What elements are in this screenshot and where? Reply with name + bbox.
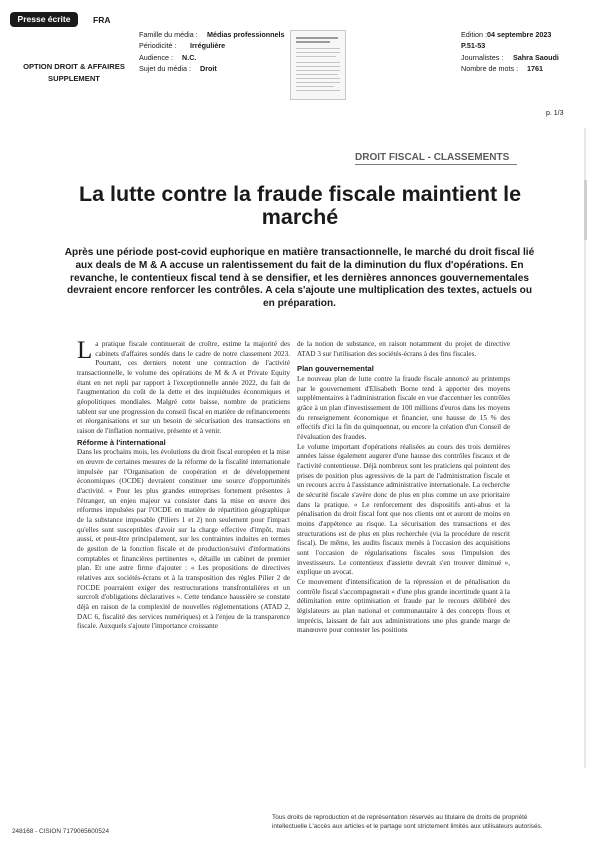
paragraph — [77, 337, 290, 437]
meta-value: P.51-53 — [461, 41, 486, 51]
meta-value: Droit — [200, 64, 217, 74]
article-column-left — [77, 337, 290, 632]
meta-row — [461, 40, 589, 51]
subheading: Plan gouvernemental — [297, 364, 374, 374]
publication-name: OPTION DROIT & AFFAIRES SUPPLEMENT — [23, 62, 125, 83]
meta-label: Nombre de mots : — [461, 64, 519, 74]
meta-row — [139, 63, 289, 74]
subheading: Réforme à l'international — [77, 437, 166, 447]
media-info-right — [461, 29, 589, 75]
meta-label: Famille du média : — [139, 30, 198, 39]
media-info-left — [139, 29, 289, 75]
meta-row — [461, 63, 589, 74]
meta-label: Journalistes : — [461, 52, 504, 62]
meta-label: Périodicité : — [139, 41, 177, 51]
copyright-notice: Tous droits de reproduction et de représentation réservés au titulaire de droits de propriété intellectuelle L'accès aux articles et le partage sont strictement limités aux utilisateurs autorisés. — [272, 814, 543, 830]
meta-row — [461, 29, 589, 40]
meta-value: 1761 — [527, 64, 543, 74]
article-thumbnail — [290, 30, 346, 100]
meta-row — [461, 52, 589, 63]
meta-value: Irrégulière — [190, 41, 226, 51]
paragraph: Dans les prochains mois, les évolutions du droit fiscal européen et la mise en œuvre de certaines mesures de la réforme de la fiscalité internationale impulsée par l'Organisation de coopération et de développement économiques (OCDE) devraient constituer une source d'opportunités d'activité. « Pour les plus grandes entreprises fortement présentes à l'étranger, un enjeu majeur va consister dans la mise en œuvre des réformes impulsées par l'OCDE en matière de répartition géographique de la substance imposable (Piliers 1 et 2) non seulement pour l'impact qu'elles sont susceptibles d'avoir sur la charge effective d'impôt, mais aussi, et peut-être principalement, sur les contraintes induites en termes de gestion de la fonction fiscale et de production/suivi d'informations comptables et financières pertinentes », détaille un cabinet de premier plan. Et une autre firme d'ajouter : « Les propositions de directives relatives aux sociétés-écrans et à la transposition des règles Pilier 2 de l'OCDE pourraient exiger des restructurations transfrontalières et un surcroît d'obligations déclaratives ». Cette tendance haussière se constate déjà en raison de la complexité de nouvelles réglementations (ATAD 2, DAC 6, fiscalité des services numériques) et à l'enjeu de la transparence fiscale. Auxquels s'ajoute l'importance croissante — [77, 448, 290, 631]
meta-label: Edition : — [461, 30, 487, 39]
page-number: p. 1/3 — [546, 110, 564, 117]
document-id: 248168 - CISION 7179065600524 — [12, 828, 109, 835]
language-label: FRA — [93, 15, 111, 25]
paragraph: Ce mouvement d'intensification de la répression et de pénalisation du contrôle fiscal s'accompagnerait « d'une plus grande incertitude quant à la délimitation entre optimisation et fraude par le recours délibéré des législateurs au plan national et communautaire à des concepts flous et imprécis, laissant de fait aux administrations une plus grande marge de manœuvre pour contester les positions — [297, 577, 510, 635]
paragraph: Le nouveau plan de lutte contre la fraude fiscale annoncé au printemps par le gouvernement d'Elisabeth Borne tend à apporter des moyens supplémentaires à l'administration fiscale en vue d'accentuer les contrôles grâce à un plan d'investissement de 100 millions d'euros dans les moyens du renseignement économique et financier, une hausse de 15 % des effectifs d'ici la fin du quinquennat, ou encore la création d'un Conseil de l'évaluation des fraudes. — [297, 375, 510, 442]
article-column-right — [297, 340, 510, 636]
paragraph: Le volume important d'opérations réalisées au cours des trois dernières années laisse également augurer d'une hausse des contrôles fiscaux et de l'activité contentieuse. Déjà nombreux sont les praticiens qui pointent des prises de position plus agressives de la part de l'administration fiscale et un recours accru à l'assistance administrative internationale. La recherche de sécurité fiscale s'avère donc de plus en plus comme un axe prioritaire dans la pratique. « Le renforcement des dispositifs anti-abus et la pénalisation du droit fiscal font que nos clients ont et auront de moins en moins d'appétence au risque. La sécurisation des transactions et des structurations est de plus en plus recherchée (via la procédure de rescrit fiscal). De même, les audits fiscaux menés à l'occasion des acquisitions sont l'occasion de régularisations fiscales sous l'impulsion des investisseurs. Le contentieux d'assiette devrait s'en trouver diminué », explique un avocat. — [297, 442, 510, 577]
paragraph: de la notion de substance, en raison notamment du projet de directive ATAD 3 sur l'utilisation des sociétés-écrans à des fins fiscales. — [297, 340, 510, 358]
meta-label: Audience : — [139, 52, 173, 62]
meta-value: Sahra Saoudi — [513, 52, 559, 62]
article-title: La lutte contre la fraude fiscale maintient le marché — [78, 182, 522, 229]
meta-label: Sujet du média : — [139, 64, 191, 74]
meta-value: 04 septembre 2023 — [487, 30, 552, 39]
meta-row — [139, 40, 289, 51]
scan-edge — [584, 180, 587, 240]
paragraph-text: a pratique fiscale continuerait de croître, estime la majorité des cabinets d'affaires sondés dans le cadre de notre classement 2023. Pourtant, ces derniers notent une contraction de l'activité transactionnelle, le volume des opérations de M & A et Private Equity étant en net repli par rapport à l'exceptionnelle année 2022, du fait de l'augmentation du coût de la dette et des inquiétudes économiques et géopolitiques mondiales. Malgré cette baisse, nombre de praticiens tablent sur une progression du conseil fiscal en matière de refinancements et réorganisations et sur un besoin de sécurisation des transactions en raison de l'inflation normative, présente et à venir. — [77, 340, 290, 435]
media-type-badge: Presse écrite — [10, 12, 78, 27]
article-lead: Après une période post-covid euphorique en matière transactionnelle, le marché du droit fiscal lié aux deals de M & A accuse un ralentissement du fait de la diminution du flux d'opérations. En revanche, le contentieux fiscal tend à se densifier, et les dernières annonces gouvernementales devraient encore renforcer les contrôles. A cela s'ajoute une multiplication des textes, actuels ou en préparation. — [64, 247, 535, 310]
meta-value: Médias professionnels — [207, 30, 285, 39]
section-divider — [355, 164, 517, 165]
section-label: DROIT FISCAL - CLASSEMENTS — [355, 152, 510, 163]
drop-cap: L — [77, 337, 93, 364]
meta-row — [139, 29, 289, 40]
meta-row — [139, 52, 289, 63]
meta-value: N.C. — [182, 52, 197, 62]
